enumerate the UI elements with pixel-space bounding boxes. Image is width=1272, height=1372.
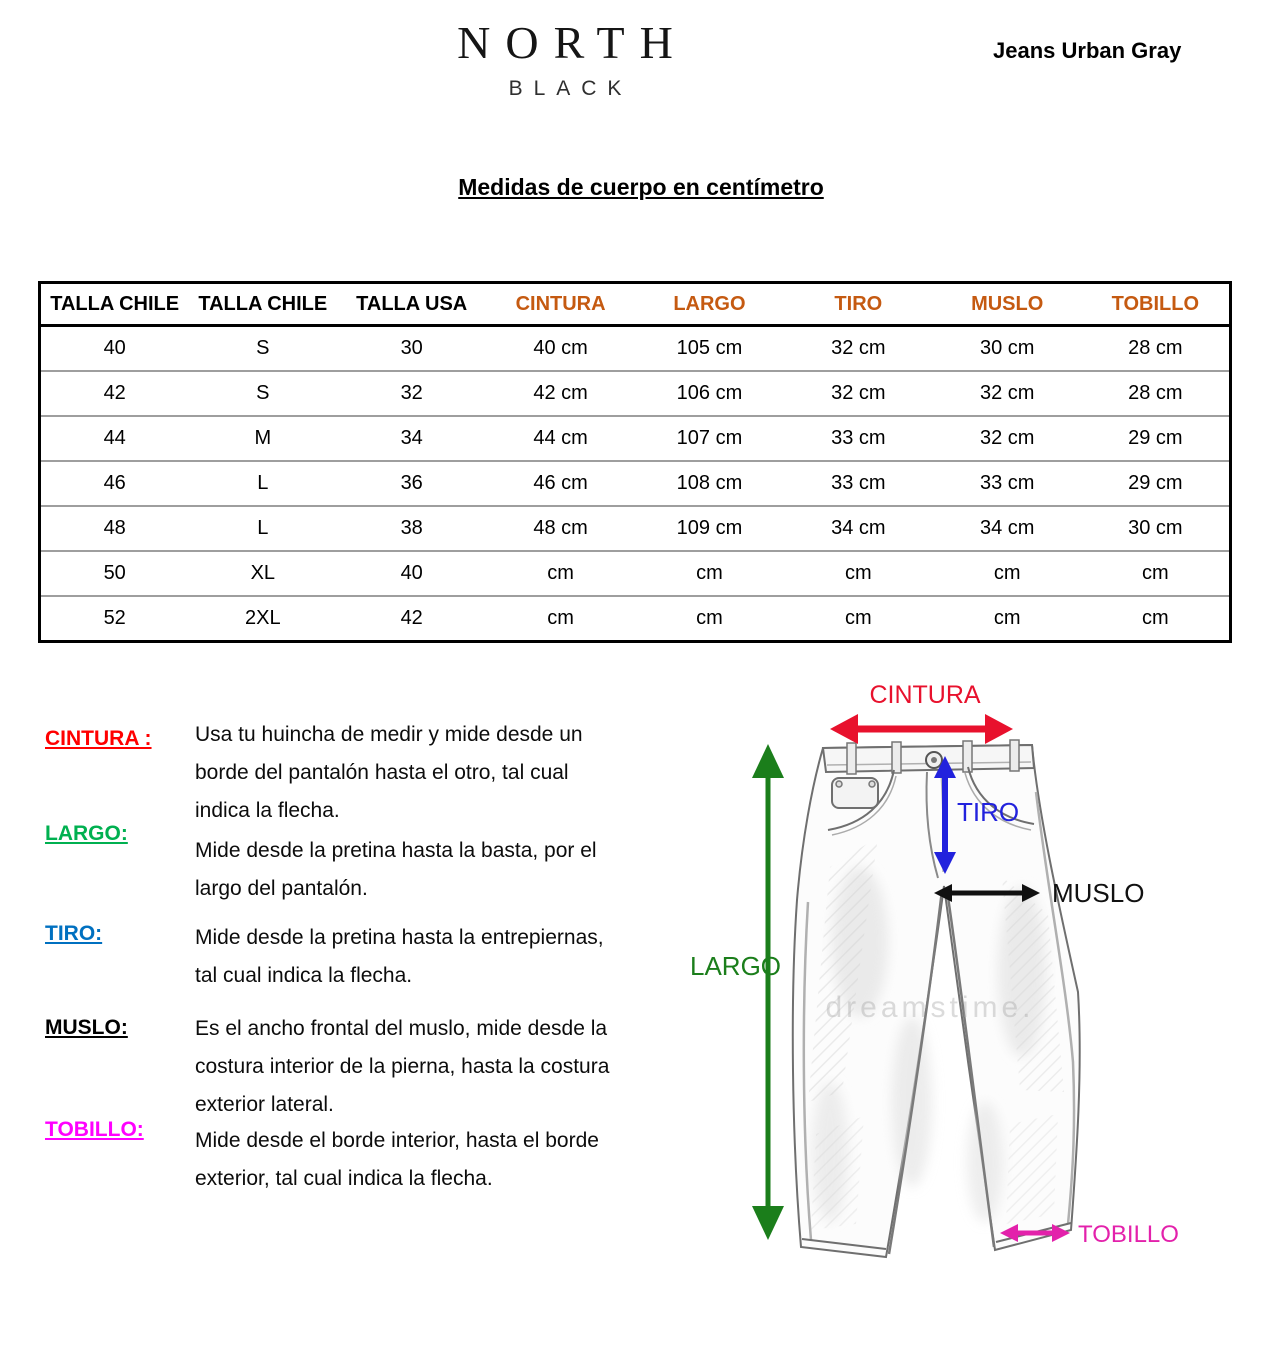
- size-cell: cm: [1082, 596, 1231, 642]
- size-cell: cm: [1082, 551, 1231, 596]
- size-cell: 34 cm: [784, 506, 933, 551]
- size-cell: cm: [486, 596, 635, 642]
- product-name: Jeans Urban Gray: [993, 38, 1182, 63]
- tobillo-arrow-label: TOBILLO: [1078, 1221, 1179, 1248]
- definition-description-largo: Mide desde la pretina hasta la basta, por el largo del pantalón.: [195, 839, 597, 900]
- cintura-arrow-label: CINTURA: [869, 681, 981, 709]
- largo-arrow: [752, 744, 784, 1240]
- size-cell: 36: [337, 461, 486, 506]
- tiro-arrow-label: TIRO: [957, 797, 1020, 827]
- definition-term-cintura: CINTURA :: [45, 727, 152, 750]
- size-cell: cm: [635, 596, 784, 642]
- definition-term-largo: LARGO:: [45, 822, 128, 845]
- size-cell: 109 cm: [635, 506, 784, 551]
- definition-description-tiro: Mide desde la pretina hasta la entrepiernas, tal cual indica la flecha.: [195, 926, 604, 987]
- column-header-talla-chile-2: TALLA CHILE: [188, 283, 337, 326]
- measurement-diagram: [680, 672, 1180, 1272]
- largo-arrow-label: LARGO: [690, 951, 782, 981]
- size-cell: 32 cm: [933, 416, 1082, 461]
- size-cell: 30: [337, 326, 486, 372]
- size-cell: 50: [40, 551, 189, 596]
- size-cell: 32 cm: [933, 371, 1082, 416]
- size-cell: 42: [40, 371, 189, 416]
- size-cell: 32: [337, 371, 486, 416]
- table-row: [40, 326, 1231, 372]
- brand-logo: [430, 16, 700, 101]
- column-header-cintura: CINTURA: [486, 283, 635, 326]
- size-cell: 40: [337, 551, 486, 596]
- column-header-talla-usa: TALLA USA: [337, 283, 486, 326]
- size-cell: 28 cm: [1082, 371, 1231, 416]
- size-cell: S: [188, 371, 337, 416]
- size-cell: cm: [486, 551, 635, 596]
- size-cell: 105 cm: [635, 326, 784, 372]
- size-cell: 107 cm: [635, 416, 784, 461]
- size-cell: 28 cm: [1082, 326, 1231, 372]
- column-header-largo: LARGO: [635, 283, 784, 326]
- size-table-header-row: [40, 283, 1231, 326]
- size-cell: cm: [784, 551, 933, 596]
- size-cell: 32 cm: [784, 326, 933, 372]
- size-table: [38, 281, 1232, 643]
- size-cell: 34 cm: [933, 506, 1082, 551]
- table-row: [40, 506, 1231, 551]
- size-cell: 42 cm: [486, 371, 635, 416]
- size-cell: 29 cm: [1082, 416, 1231, 461]
- size-cell: 40 cm: [486, 326, 635, 372]
- size-cell: 52: [40, 596, 189, 642]
- cintura-arrow: [830, 714, 1013, 744]
- definition-description-tobillo: Mide desde el borde interior, hasta el borde exterior, tal cual indica la flecha.: [195, 1129, 599, 1190]
- definition-description-cintura: Usa tu huincha de medir y mide desde un borde del pantalón hasta el otro, tal cual indica la flecha.: [195, 723, 583, 822]
- table-row: [40, 416, 1231, 461]
- size-cell: 40: [40, 326, 189, 372]
- table-row: [40, 461, 1231, 506]
- size-cell: cm: [784, 596, 933, 642]
- jeans-illustration: [793, 740, 1080, 1257]
- size-cell: 30 cm: [933, 326, 1082, 372]
- size-cell: 108 cm: [635, 461, 784, 506]
- size-cell: 106 cm: [635, 371, 784, 416]
- size-cell: 33 cm: [784, 461, 933, 506]
- size-cell: 48 cm: [486, 506, 635, 551]
- table-row: [40, 371, 1231, 416]
- page-title: Medidas de cuerpo en centímetro: [458, 174, 824, 200]
- column-header-tiro: TIRO: [784, 283, 933, 326]
- size-cell: cm: [933, 596, 1082, 642]
- definition-term-tobillo: TOBILLO:: [45, 1118, 144, 1141]
- size-cell: 48: [40, 506, 189, 551]
- size-cell: L: [188, 506, 337, 551]
- size-cell: 2XL: [188, 596, 337, 642]
- size-cell: 33 cm: [933, 461, 1082, 506]
- brand-subname: BLACK: [508, 77, 633, 100]
- definition-term-muslo: MUSLO:: [45, 1016, 128, 1039]
- size-cell: 29 cm: [1082, 461, 1231, 506]
- table-row: [40, 596, 1231, 642]
- muslo-arrow-label: MUSLO: [1052, 878, 1145, 908]
- table-row: [40, 551, 1231, 596]
- size-cell: 34: [337, 416, 486, 461]
- size-cell: 42: [337, 596, 486, 642]
- definition-description-muslo: Es el ancho frontal del muslo, mide desde la costura interior de la pierna, hasta la costura exterior lateral.: [195, 1017, 610, 1116]
- size-cell: S: [188, 326, 337, 372]
- size-cell: 44 cm: [486, 416, 635, 461]
- column-header-tobillo: TOBILLO: [1082, 283, 1231, 326]
- size-cell: 32 cm: [784, 371, 933, 416]
- size-cell: 38: [337, 506, 486, 551]
- size-cell: M: [188, 416, 337, 461]
- watermark-text: dreamstime.: [825, 991, 1035, 1024]
- size-cell: 44: [40, 416, 189, 461]
- size-cell: cm: [635, 551, 784, 596]
- size-cell: cm: [933, 551, 1082, 596]
- size-cell: XL: [188, 551, 337, 596]
- column-header-muslo: MUSLO: [933, 283, 1082, 326]
- size-cell: L: [188, 461, 337, 506]
- size-cell: 46: [40, 461, 189, 506]
- definition-term-tiro: TIRO:: [45, 922, 103, 945]
- column-header-talla-chile-1: TALLA CHILE: [40, 283, 189, 326]
- brand-name: NORTH: [457, 17, 688, 68]
- size-cell: 30 cm: [1082, 506, 1231, 551]
- size-cell: 33 cm: [784, 416, 933, 461]
- size-cell: 46 cm: [486, 461, 635, 506]
